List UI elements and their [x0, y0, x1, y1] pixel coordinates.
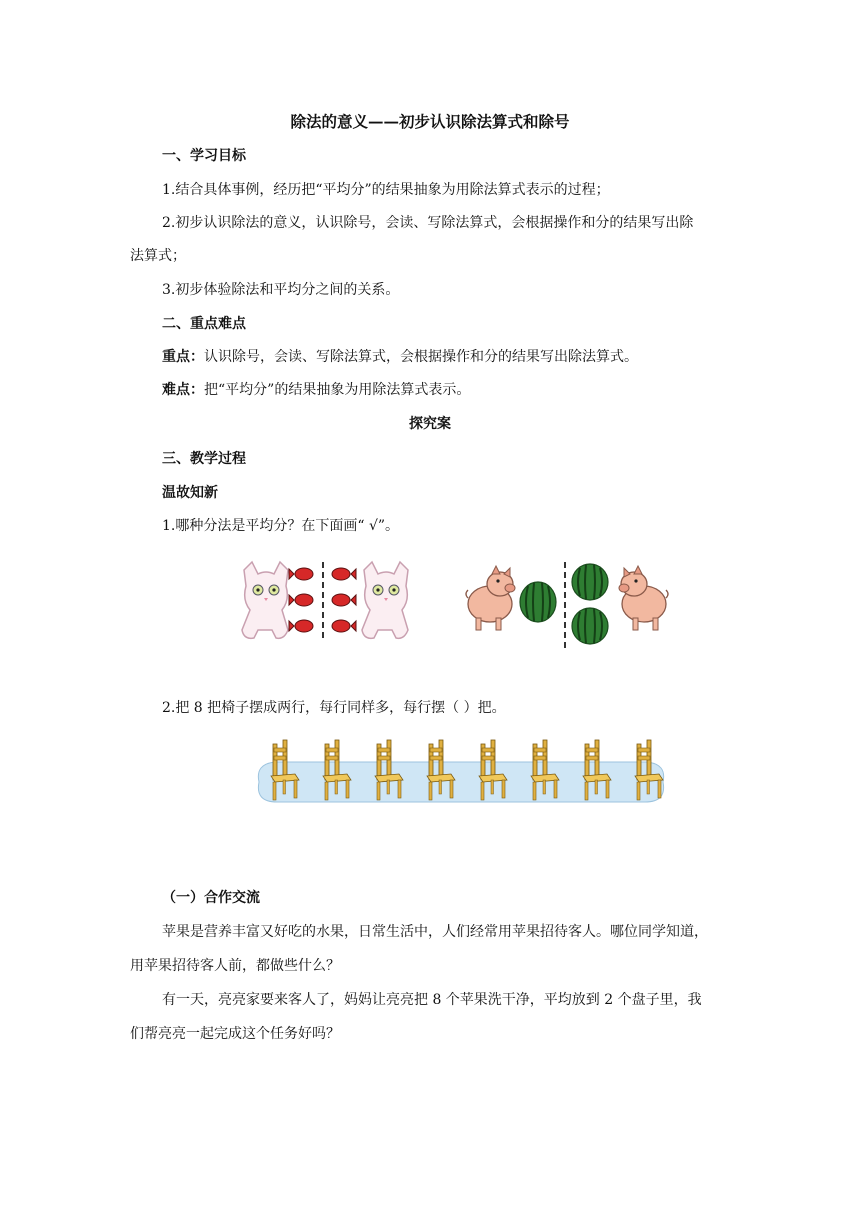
pig-icon	[619, 566, 668, 630]
watermelon-icon	[520, 582, 556, 622]
objective-3: 3.初步体验除法和平均分之间的关系。	[162, 282, 400, 298]
objective-1: 1.结合具体事例，经历把“平均分”的结果抽象为用除法算式表示的过程；	[162, 182, 610, 198]
key-point-text: 认识除号，会读、写除法算式，会根据操作和分的结果写出除法算式。	[204, 349, 638, 365]
question-1: 1.哪种分法是平均分？在下面画“ √”。	[162, 518, 400, 534]
pigs-watermelons-image	[462, 560, 672, 650]
objective-2: 2.初步认识除法的意义，认识除号，会读、写除法算式，会根据操作和分的结果写出除	[162, 215, 694, 231]
chairs-image	[255, 738, 667, 806]
watermelon-icon	[572, 564, 608, 600]
cats-fish-image	[238, 560, 414, 646]
review-heading: 温故知新	[162, 485, 218, 501]
objective-2-cont: 法算式；	[130, 248, 186, 264]
section-2-heading: 二、重点难点	[162, 316, 246, 332]
difficult-point-text: 把“平均分”的结果抽象为用除法算式表示。	[204, 382, 471, 398]
cat-icon	[362, 562, 408, 638]
cooperate-paragraph-1-line-1: 苹果是营养丰富又好吃的水果，日常生活中，人们经常用苹果招待客人。哪位同学知道，	[162, 924, 708, 940]
section-3-heading: 三、教学过程	[162, 451, 246, 467]
page-title: 除法的意义——初步认识除法算式和除号	[290, 112, 570, 131]
watermelon-icon	[572, 608, 608, 644]
cooperate-heading: （一）合作交流	[162, 890, 260, 906]
section-1-heading: 一、学习目标	[162, 148, 246, 164]
pig-icon	[466, 566, 515, 630]
key-point	[162, 347, 638, 367]
cat-icon	[242, 562, 288, 638]
fish-group-right	[332, 568, 356, 632]
floor-mat	[258, 762, 663, 802]
explore-title: 探究案	[409, 416, 451, 432]
cooperate-paragraph-1-line-2: 用苹果招待客人前，都做些什么？	[130, 958, 340, 974]
cooperate-paragraph-2-line-1: 有一天，亮亮家要来客人了，妈妈让亮亮把 8 个苹果洗干净，平均放到 2 个盘子里，我	[162, 992, 702, 1008]
cooperate-paragraph-2-line-2: 们帮亮亮一起完成这个任务好吗？	[130, 1026, 340, 1042]
key-point-label: 重点：	[162, 349, 204, 365]
fish-group-left	[289, 568, 313, 632]
difficult-point	[162, 380, 470, 400]
question-2: 2.把 8 把椅子摆成两行，每行同样多，每行摆（ ）把。	[162, 700, 506, 716]
difficult-point-label: 难点：	[162, 382, 204, 398]
